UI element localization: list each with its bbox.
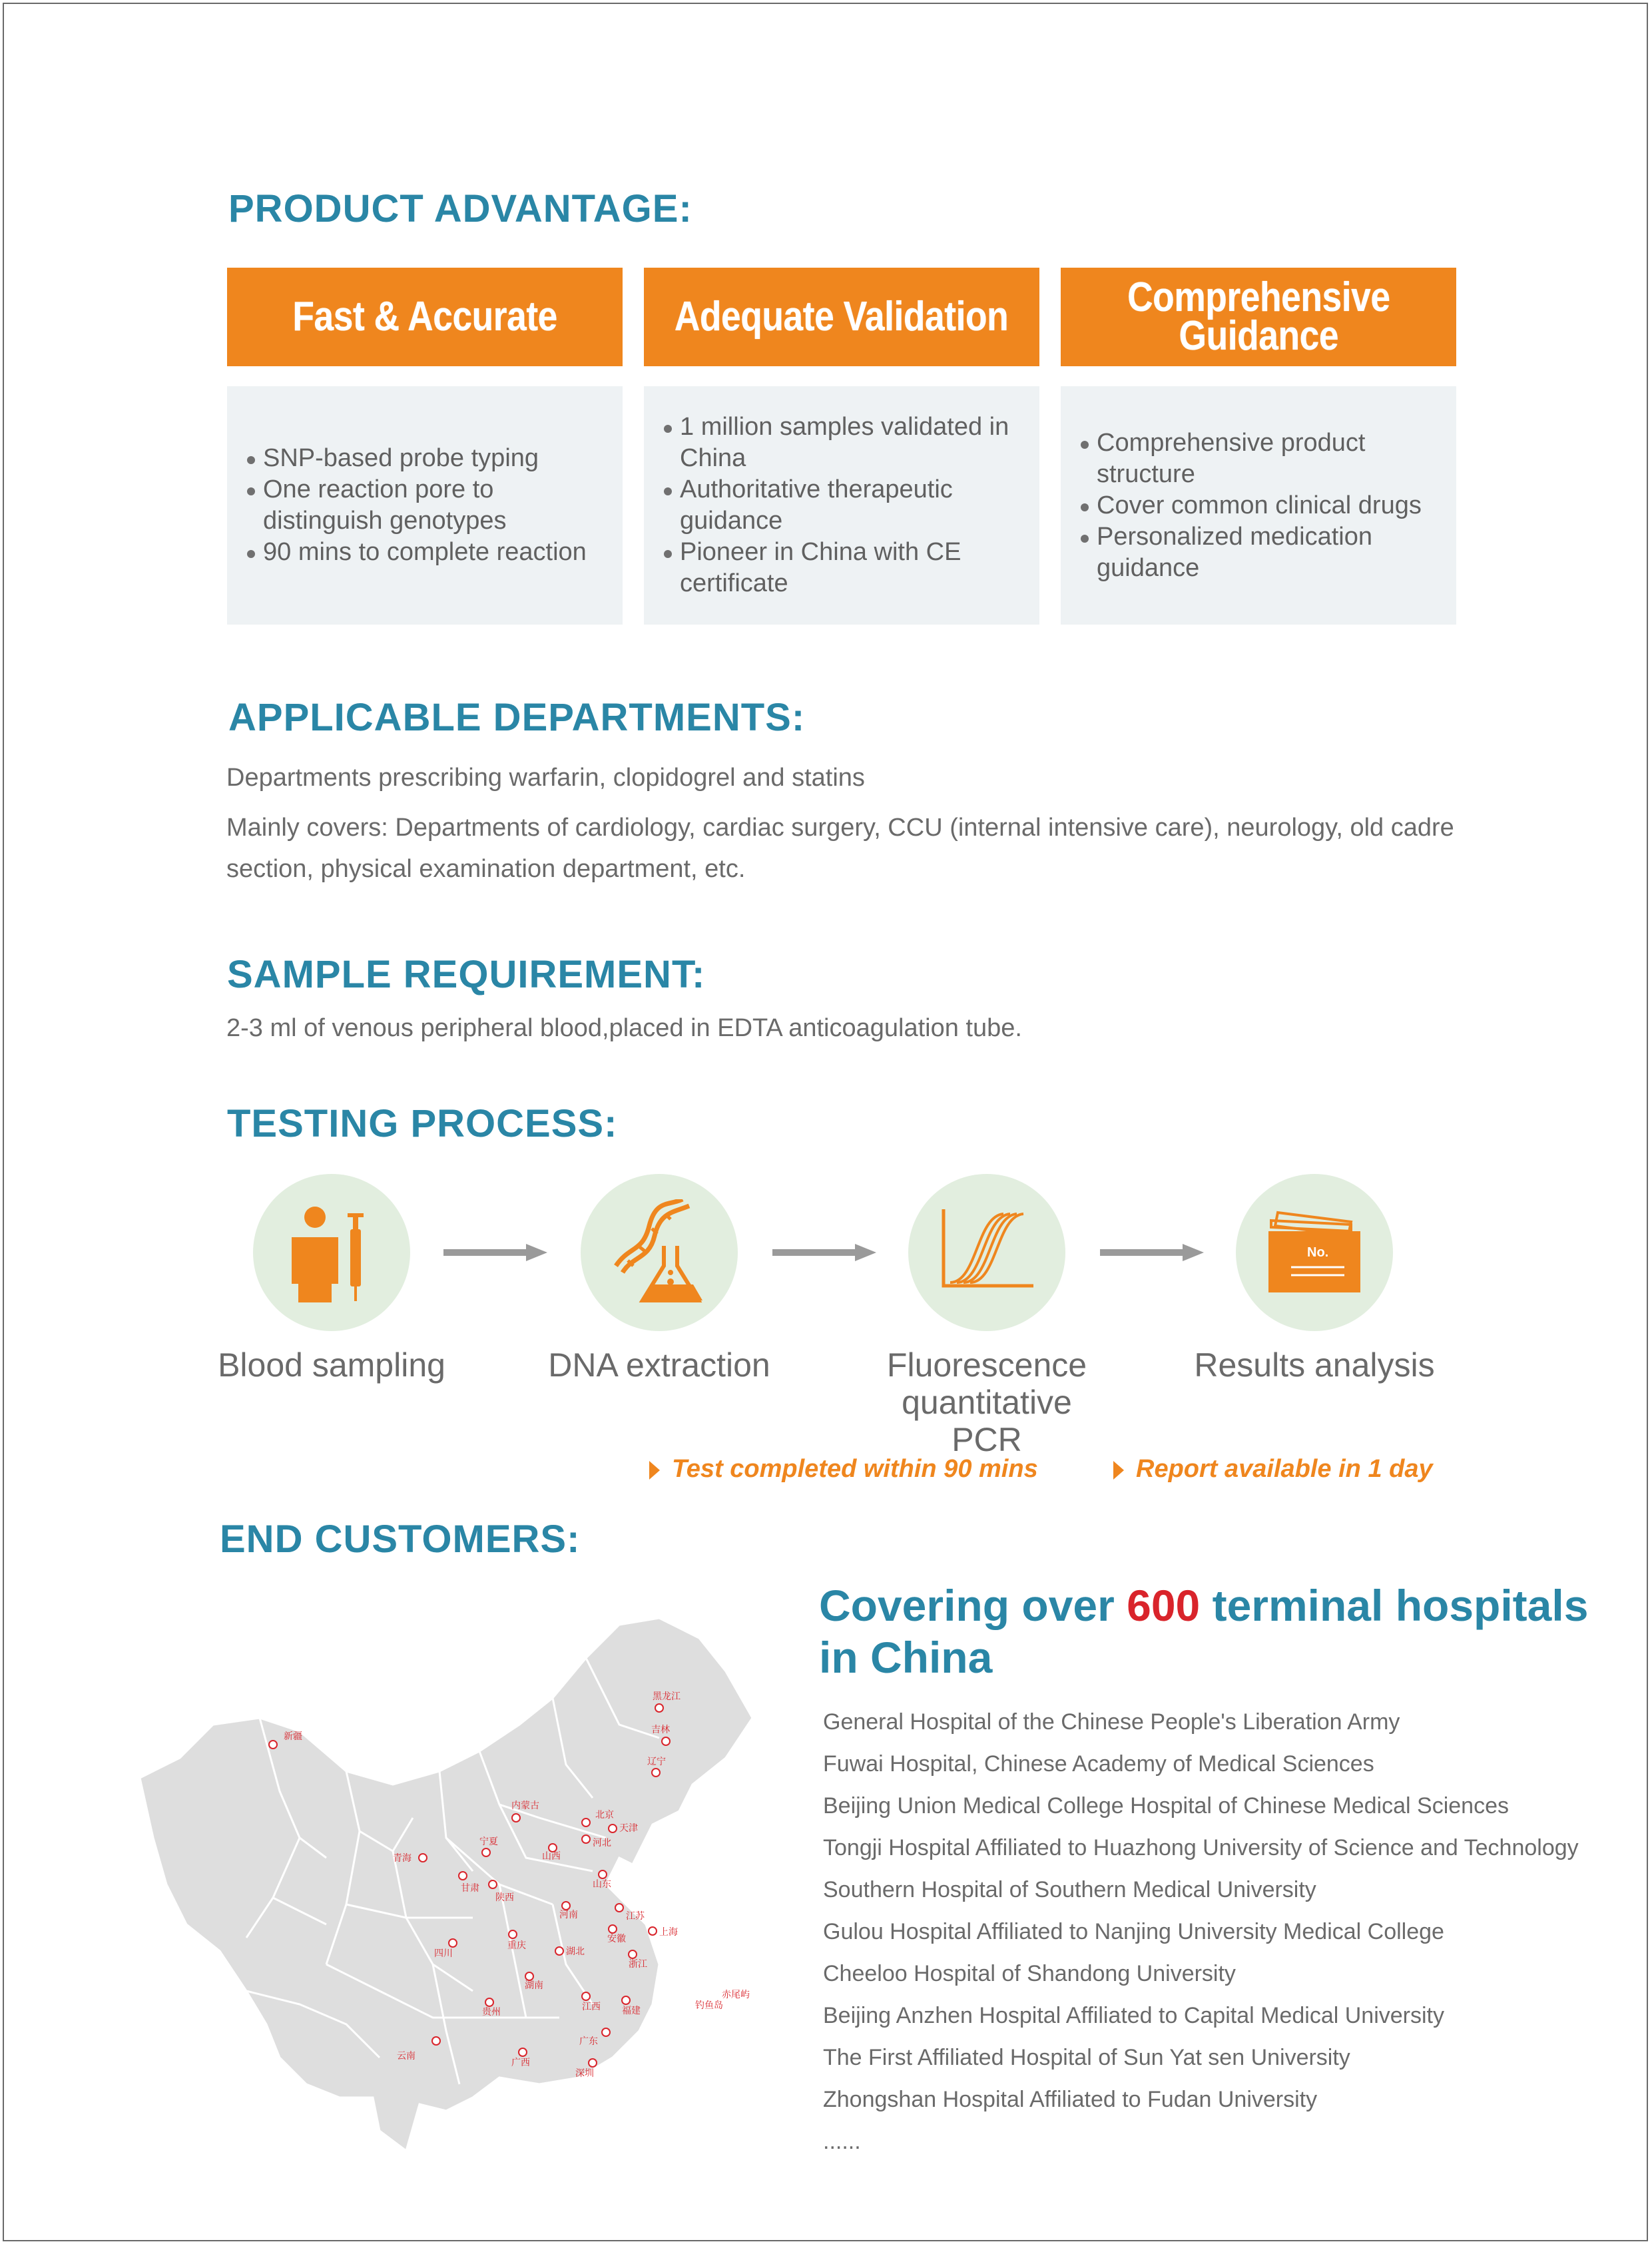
card-adequate-validation-header: Adequate Validation [644, 268, 1039, 366]
note-test-completed: Test completed within 90 mins [649, 1455, 1038, 1484]
list-item: Tongji Hospital Affiliated to Huazhong University of Science and Technology [823, 1835, 1579, 1860]
list-item: 90 mins to complete reaction [247, 537, 608, 568]
departments-line-2: Mainly covers: Departments of cardiology, cardiac surgery, CCU (internal intensive care), neurology, old cadre section, physical examination department, etc. [226, 814, 1454, 883]
card-adequate-validation-body [644, 386, 1039, 625]
map-city-label: 广西 [511, 2058, 530, 2068]
coverage-headline: Covering over 600 terminal hospitals in China [819, 1581, 1589, 1682]
map-city-label: 河北 [593, 1838, 611, 1848]
map-city-label: 内蒙古 [511, 1801, 539, 1811]
list-item: Southern Hospital of Southern Medical University [823, 1877, 1316, 1902]
step-label-fluorescence-pcr: Fluorescence quantitative PCR [886, 1346, 1087, 1458]
map-city-label: 黑龙江 [653, 1691, 681, 1702]
sample-requirement-text: 2-3 ml of venous peripheral blood,placed in EDTA anticoagulation tube. [226, 1014, 1022, 1042]
step-label-results-analysis: Results analysis [1194, 1346, 1435, 1384]
arrow-icon [443, 1243, 547, 1262]
sample-requirement-heading: SAMPLE REQUIREMENT: [227, 953, 706, 996]
report-folder-icon [1264, 1206, 1364, 1299]
list-item: Zhongshan Hospital Affiliated to Fudan University [823, 2087, 1318, 2112]
person-syringe-icon [285, 1203, 378, 1302]
card-comprehensive-guidance-header: Comprehensive Guidance [1061, 268, 1456, 366]
note-report-available: Report available in 1 day [1113, 1455, 1433, 1484]
list-item: Comprehensive product structure [1081, 427, 1442, 490]
step-label-dna-extraction: DNA extraction [548, 1346, 770, 1384]
map-city-label: 江苏 [626, 1911, 645, 1922]
card-comprehensive-guidance-body [1061, 386, 1456, 625]
map-city-label: 山东 [593, 1879, 611, 1890]
map-city-label: 陕西 [495, 1892, 514, 1903]
list-item: General Hospital of the Chinese People's Liberation Army [823, 1709, 1400, 1735]
step-fluorescence-pcr [908, 1174, 1065, 1331]
applicable-departments-heading: APPLICABLE DEPARTMENTS: [228, 696, 806, 739]
map-city-label: 北京 [595, 1810, 614, 1821]
map-city-label: 重庆 [507, 1940, 526, 1951]
card-fast-accurate-header: Fast & Accurate [227, 268, 623, 366]
map-city-label: 湖南 [525, 1980, 543, 1991]
list-item: Beijing Union Medical College Hospital of Chinese Medical Sciences [823, 1793, 1509, 1819]
map-city-label: 浙江 [629, 1959, 647, 1970]
product-advantage-heading: PRODUCT ADVANTAGE: [228, 187, 692, 230]
triangle-icon [649, 1461, 660, 1480]
departments-line-1: Departments prescribing warfarin, clopidogrel and statins [226, 764, 865, 792]
map-city-label: 贵州 [482, 2007, 501, 2018]
map-city-label: 河南 [559, 1910, 578, 1920]
testing-process-heading: TESTING PROCESS: [227, 1102, 618, 1145]
step-results-analysis [1236, 1174, 1393, 1331]
china-map [127, 1618, 792, 2151]
map-city-label: 广东 [579, 2036, 598, 2047]
list-item: One reaction pore to distinguish genotypes [247, 474, 608, 537]
map-city-label: 安徽 [607, 1934, 626, 1944]
list-item: Cheeloo Hospital of Shandong University [823, 1961, 1236, 1986]
end-customers-heading: END CUSTOMERS: [220, 1518, 581, 1561]
map-city-label: 辽宁 [647, 1757, 666, 1767]
map-city-label: 赤尾屿 [722, 1990, 750, 2000]
arrow-icon [772, 1243, 876, 1262]
card-fast-accurate-body [227, 386, 623, 625]
map-city-label: 深圳 [575, 2068, 594, 2079]
list-item: Cover common clinical drugs [1081, 490, 1442, 521]
list-item: Fuwai Hospital, Chinese Academy of Medical Sciences [823, 1751, 1374, 1777]
map-city-label: 新疆 [284, 1731, 302, 1742]
list-item: ...... [823, 2129, 861, 2154]
list-item: Beijing Anzhen Hospital Affiliated to Capital Medical University [823, 2003, 1444, 2028]
list-item: Authoritative therapeutic guidance [664, 474, 1025, 537]
coverage-number: 600 [1127, 1581, 1201, 1630]
map-city-label: 甘肃 [461, 1883, 479, 1894]
list-item: The First Affiliated Hospital of Sun Yat sen University [823, 2045, 1350, 2070]
map-city-label: 云南 [397, 2051, 415, 2062]
map-city-label: 福建 [622, 2006, 641, 2016]
map-city-label: 青海 [393, 1853, 412, 1864]
list-item: SNP-based probe typing [247, 443, 608, 474]
report-badge: No. [1307, 1245, 1329, 1260]
map-city-label: 湖北 [566, 1946, 585, 1957]
map-city-label: 宁夏 [479, 1836, 498, 1847]
hospital-list [823, 1701, 1579, 2163]
step-blood-sampling [253, 1174, 410, 1331]
list-item: 1 million samples validated in China [664, 412, 1025, 474]
step-label-blood-sampling: Blood sampling [218, 1346, 445, 1384]
map-city-label: 钓鱼岛 [695, 2000, 723, 2011]
map-city-label: 山西 [542, 1851, 561, 1862]
triangle-icon [1113, 1461, 1124, 1480]
arrow-icon [1100, 1243, 1204, 1262]
map-city-label: 江西 [582, 2002, 601, 2012]
list-item: Pioneer in China with CE certificate [664, 537, 1025, 599]
map-city-label: 四川 [434, 1948, 453, 1959]
dna-flask-icon [609, 1199, 709, 1306]
map-city-label: 天津 [619, 1823, 638, 1834]
pcr-curve-icon [937, 1206, 1037, 1299]
map-city-label: 吉林 [651, 1725, 670, 1735]
map-city-label: 上海 [659, 1927, 678, 1938]
list-item: Gulou Hospital Affiliated to Nanjing University Medical College [823, 1919, 1444, 1944]
step-dna-extraction [581, 1174, 738, 1331]
list-item: Personalized medication guidance [1081, 521, 1442, 584]
